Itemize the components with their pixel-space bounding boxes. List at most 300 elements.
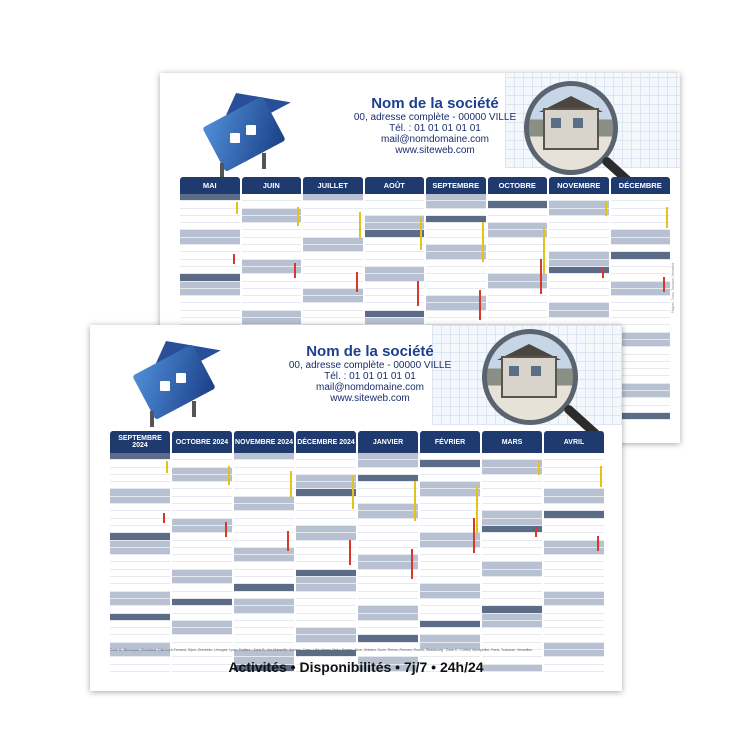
day-row (611, 238, 671, 245)
day-row (303, 252, 363, 259)
day-row (110, 468, 170, 475)
day-row (358, 599, 418, 606)
day-row (611, 296, 671, 303)
day-row (303, 267, 363, 274)
day-row (488, 311, 548, 318)
day-row (180, 201, 240, 208)
month-column (172, 431, 232, 672)
day-row (180, 223, 240, 230)
day-row (488, 230, 548, 237)
month-header: FÉVRIER (420, 431, 480, 453)
day-row (180, 260, 240, 267)
vacation-bar-zone-a (359, 212, 361, 238)
day-row (358, 453, 418, 460)
day-row (234, 584, 294, 591)
company-website: www.siteweb.com (330, 393, 410, 404)
company-block (250, 343, 490, 404)
day-row (172, 504, 232, 511)
day-row (488, 245, 548, 252)
day-row (180, 238, 240, 245)
day-row (365, 267, 425, 274)
day-row (110, 460, 170, 467)
company-block (320, 95, 550, 156)
day-row (488, 201, 548, 208)
vacation-bar-zone-b (294, 263, 296, 278)
day-row (172, 482, 232, 489)
vacation-bar-zone-b (225, 522, 227, 537)
day-row (358, 489, 418, 496)
day-row (549, 282, 609, 289)
day-row (482, 475, 542, 482)
day-row (544, 504, 604, 511)
legend-zone-b: Zone B : Aix-Marseille, Amiens, Caen, Lille, Nancy-Metz, Nantes, Nice, Orléans-Tours, Reims, Rennes, Rouen, Strasbourg (253, 648, 443, 652)
day-row (420, 570, 480, 577)
day-row (611, 282, 671, 289)
day-row (544, 555, 604, 562)
day-row (110, 482, 170, 489)
vacation-bar-zone-a (290, 471, 292, 497)
day-row (110, 453, 170, 460)
day-row (242, 238, 302, 245)
day-row (365, 238, 425, 245)
day-row (296, 519, 356, 526)
day-row (234, 606, 294, 613)
day-row (358, 504, 418, 511)
day-row (544, 526, 604, 533)
day-row (482, 526, 542, 533)
company-email: mail@nomdomaine.com (316, 382, 424, 393)
month-column (110, 431, 170, 672)
day-row (611, 311, 671, 318)
vacation-bar-zone-b (663, 277, 665, 292)
day-row (110, 562, 170, 569)
vacation-bar-zone-b (417, 281, 419, 306)
month-header: JANVIER (358, 431, 418, 453)
day-row (544, 460, 604, 467)
day-row (549, 245, 609, 252)
day-row (420, 548, 480, 555)
day-row (172, 584, 232, 591)
day-row (180, 274, 240, 281)
day-row (544, 577, 604, 584)
day-row (242, 245, 302, 252)
day-row (420, 497, 480, 504)
day-row (296, 570, 356, 577)
month-header: OCTOBRE (488, 177, 548, 194)
day-row (426, 260, 486, 267)
day-row (358, 562, 418, 569)
day-row (303, 230, 363, 237)
day-row (358, 497, 418, 504)
month-column (482, 431, 542, 672)
day-row (420, 562, 480, 569)
calendar-card-front (90, 325, 622, 691)
vacation-bar-zone-a (600, 466, 602, 487)
day-row (420, 504, 480, 511)
day-row (234, 497, 294, 504)
day-row (426, 201, 486, 208)
month-header: AOÛT (365, 177, 425, 194)
day-row (358, 635, 418, 642)
day-row (544, 650, 604, 657)
day-row (358, 468, 418, 475)
day-row (544, 453, 604, 460)
day-row (358, 519, 418, 526)
day-row (180, 296, 240, 303)
vacation-bar-zone-a (228, 466, 230, 485)
day-row (110, 475, 170, 482)
day-row (611, 209, 671, 216)
day-row (482, 555, 542, 562)
month-header: OCTOBRE 2024 (172, 431, 232, 453)
day-row (420, 606, 480, 613)
day-row (172, 555, 232, 562)
vacation-bar-zone-b (287, 531, 289, 551)
day-row (172, 635, 232, 642)
day-row (365, 282, 425, 289)
day-row (365, 201, 425, 208)
day-row (482, 489, 542, 496)
day-row (482, 453, 542, 460)
day-row (365, 252, 425, 259)
day-row (482, 599, 542, 606)
day-row (110, 584, 170, 591)
day-row (488, 303, 548, 310)
day-row (234, 548, 294, 555)
day-row (110, 599, 170, 606)
day-row (544, 511, 604, 518)
day-row (234, 468, 294, 475)
day-row (303, 289, 363, 296)
day-row (303, 282, 363, 289)
day-row (234, 489, 294, 496)
day-row (303, 296, 363, 303)
legend-zone-a: Zone A : Besançon, Bordeaux, Clermont-Ferrand, Dijon, Grenoble, Limoges, Lyon, Poitiers (110, 648, 251, 652)
day-row (611, 194, 671, 201)
day-row (365, 311, 425, 318)
day-row (234, 519, 294, 526)
vacation-bar-zone-a (605, 202, 607, 216)
day-row (110, 570, 170, 577)
day-row (549, 252, 609, 259)
day-row (544, 519, 604, 526)
day-row (296, 526, 356, 533)
zone-legend (110, 648, 532, 652)
day-row (242, 252, 302, 259)
day-row (242, 209, 302, 216)
day-row (303, 311, 363, 318)
day-row (420, 489, 480, 496)
day-row (110, 526, 170, 533)
day-row (482, 541, 542, 548)
day-row (611, 289, 671, 296)
day-row (234, 533, 294, 540)
day-row (611, 267, 671, 274)
day-row (234, 504, 294, 511)
day-row (234, 511, 294, 518)
day-row (488, 223, 548, 230)
day-row (482, 468, 542, 475)
month-header: DÉCEMBRE (611, 177, 671, 194)
day-row (358, 614, 418, 621)
day-row (296, 606, 356, 613)
day-row (482, 562, 542, 569)
day-row (296, 475, 356, 482)
day-row (611, 252, 671, 259)
day-row (180, 267, 240, 274)
day-row (482, 519, 542, 526)
month-header: SEPTEMBRE (426, 177, 486, 194)
day-row (549, 267, 609, 274)
day-row (420, 628, 480, 635)
day-row (365, 230, 425, 237)
day-row (303, 209, 363, 216)
month-header: NOVEMBRE 2024 (234, 431, 294, 453)
day-row (303, 223, 363, 230)
day-row (303, 303, 363, 310)
vacation-bar-zone-b (602, 268, 604, 278)
day-row (420, 599, 480, 606)
day-row (420, 460, 480, 467)
day-row (358, 592, 418, 599)
day-row (242, 230, 302, 237)
month-header: MAI (180, 177, 240, 194)
day-row (544, 628, 604, 635)
day-row (549, 274, 609, 281)
day-row (365, 194, 425, 201)
day-row (544, 489, 604, 496)
day-row (426, 209, 486, 216)
day-row (172, 489, 232, 496)
day-row (482, 635, 542, 642)
day-row (172, 497, 232, 504)
day-row (488, 252, 548, 259)
day-row (172, 592, 232, 599)
day-row (242, 223, 302, 230)
vacation-bar-zone-a (666, 207, 668, 228)
day-row (611, 260, 671, 267)
day-row (234, 621, 294, 628)
vacation-bar-zone-a (538, 461, 540, 475)
day-row (426, 289, 486, 296)
day-row (358, 460, 418, 467)
day-row (296, 511, 356, 518)
day-row (358, 584, 418, 591)
vacation-bar-zone-a (414, 481, 416, 521)
company-address: 00, adresse complète - 00000 VILLE (288, 360, 452, 371)
day-row (172, 468, 232, 475)
month-header: DÉCEMBRE 2024 (296, 431, 356, 453)
day-row (172, 519, 232, 526)
day-row (296, 468, 356, 475)
day-row (420, 533, 480, 540)
day-row (242, 274, 302, 281)
day-row (234, 577, 294, 584)
day-row (172, 606, 232, 613)
month-header: MARS (482, 431, 542, 453)
month-header: AVRIL (544, 431, 604, 453)
day-row (544, 468, 604, 475)
vacation-bar-zone-b (535, 527, 537, 537)
day-row (482, 606, 542, 613)
day-row (110, 489, 170, 496)
day-row (172, 541, 232, 548)
day-row (296, 577, 356, 584)
day-row (488, 282, 548, 289)
day-row (365, 303, 425, 310)
legend-zone-c: Zone C : Créteil, Montpellier, Paris, Toulouse, Versailles (445, 648, 532, 652)
vacation-bar-zone-b (479, 290, 481, 320)
day-row (549, 289, 609, 296)
day-row (482, 592, 542, 599)
day-row (172, 621, 232, 628)
vacation-bar-zone-a (543, 227, 545, 274)
day-row (544, 533, 604, 540)
day-row (426, 194, 486, 201)
day-row (303, 194, 363, 201)
day-row (242, 260, 302, 267)
day-row (549, 303, 609, 310)
vacation-bar-zone-b (411, 549, 413, 579)
day-row (296, 621, 356, 628)
day-row (172, 614, 232, 621)
day-row (242, 289, 302, 296)
day-row (296, 482, 356, 489)
day-row (242, 194, 302, 201)
day-row (110, 606, 170, 613)
day-row (180, 303, 240, 310)
day-row (482, 497, 542, 504)
vacation-bar-zone-a (352, 476, 354, 509)
day-row (544, 599, 604, 606)
day-row (358, 526, 418, 533)
day-row (365, 289, 425, 296)
day-row (426, 267, 486, 274)
day-row (544, 562, 604, 569)
day-row (172, 533, 232, 540)
day-row (242, 216, 302, 223)
day-row (172, 628, 232, 635)
day-row (420, 468, 480, 475)
day-row (549, 260, 609, 267)
day-row (488, 260, 548, 267)
day-row (296, 548, 356, 555)
month-header: NOVEMBRE (549, 177, 609, 194)
day-row (426, 238, 486, 245)
day-row (242, 296, 302, 303)
day-row (488, 267, 548, 274)
vacation-bar-zone-b (540, 259, 542, 294)
day-row (234, 475, 294, 482)
day-row (296, 592, 356, 599)
company-website: www.siteweb.com (395, 145, 475, 156)
day-row (365, 260, 425, 267)
day-row (180, 282, 240, 289)
day-row (296, 635, 356, 642)
day-row (110, 519, 170, 526)
day-row (544, 606, 604, 613)
day-row (172, 526, 232, 533)
day-row (549, 209, 609, 216)
day-row (488, 238, 548, 245)
company-email: mail@nomdomaine.com (381, 134, 489, 145)
day-row (234, 592, 294, 599)
day-row (110, 504, 170, 511)
day-row (549, 194, 609, 201)
day-row (242, 303, 302, 310)
day-row (110, 577, 170, 584)
day-row (358, 570, 418, 577)
day-row (420, 482, 480, 489)
month-header: JUILLET (303, 177, 363, 194)
day-row (242, 311, 302, 318)
day-row (611, 274, 671, 281)
day-row (544, 570, 604, 577)
day-row (482, 621, 542, 628)
day-row (110, 541, 170, 548)
company-phone: Tél. : 01 01 01 01 01 (389, 123, 481, 134)
day-row (296, 562, 356, 569)
day-row (549, 216, 609, 223)
day-row (482, 548, 542, 555)
day-row (172, 570, 232, 577)
day-row (303, 245, 363, 252)
month-column (420, 431, 480, 672)
month-column (544, 431, 604, 672)
day-row (482, 628, 542, 635)
zone-note: Pâques, Tours, Toulouse, Versailles (671, 262, 675, 313)
day-row (544, 482, 604, 489)
footer-slogan: Activités • Disponibilités • 7j/7 • 24h/24 (228, 659, 484, 675)
day-row (110, 621, 170, 628)
day-row (180, 216, 240, 223)
day-row (611, 216, 671, 223)
day-row (296, 533, 356, 540)
day-row (426, 223, 486, 230)
day-row (110, 592, 170, 599)
day-row (180, 252, 240, 259)
day-row (234, 628, 294, 635)
day-row (234, 460, 294, 467)
day-row (110, 555, 170, 562)
day-row (420, 635, 480, 642)
day-row (544, 475, 604, 482)
vacation-bar-zone-b (356, 272, 358, 292)
day-row (365, 296, 425, 303)
vacation-bar-zone-b (233, 254, 235, 264)
vacation-bar-zone-a (166, 461, 168, 473)
day-row (365, 223, 425, 230)
day-row (420, 614, 480, 621)
day-row (420, 541, 480, 548)
day-row (234, 541, 294, 548)
day-row (488, 194, 548, 201)
month-column (358, 431, 418, 672)
day-row (358, 555, 418, 562)
day-row (180, 209, 240, 216)
day-row (296, 504, 356, 511)
day-row (234, 526, 294, 533)
day-row (296, 584, 356, 591)
vacation-bar-zone-a (420, 217, 422, 250)
day-row (420, 584, 480, 591)
day-row (296, 489, 356, 496)
day-row (482, 570, 542, 577)
day-row (420, 577, 480, 584)
day-row (358, 621, 418, 628)
day-row (234, 599, 294, 606)
day-row (242, 267, 302, 274)
